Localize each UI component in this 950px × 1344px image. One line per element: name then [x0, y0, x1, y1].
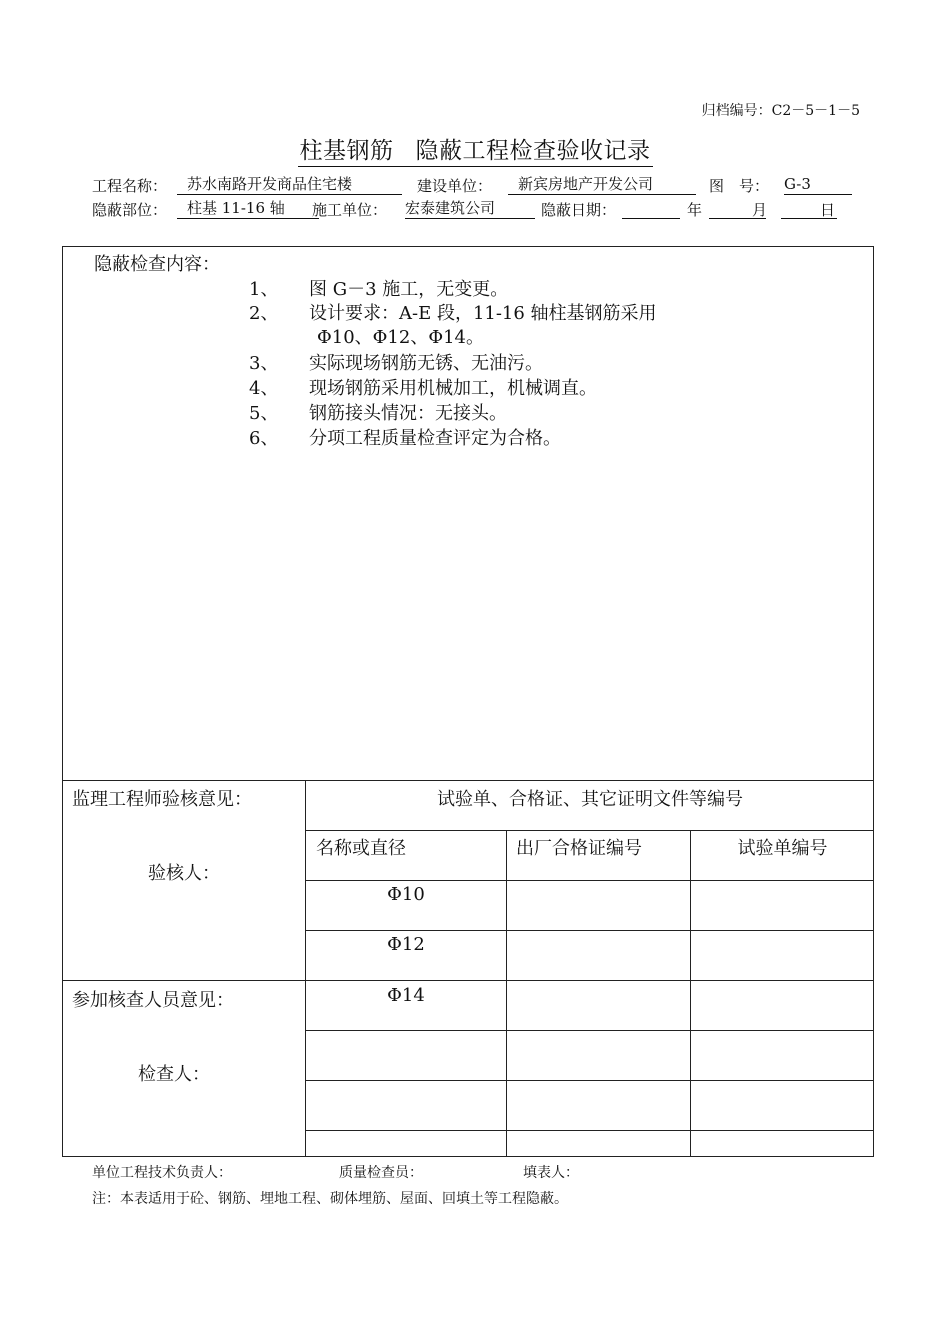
content-divider: [62, 780, 874, 781]
docs-row-divider: [305, 1130, 874, 1131]
title-part-2: 隐蔽工程检查验收记录: [415, 138, 651, 164]
year-label: 年: [687, 201, 703, 219]
drawing-number-label: 图 号：: [709, 177, 770, 195]
item-number: 4、: [249, 378, 279, 399]
content-heading: 隐蔽检查内容：: [94, 254, 220, 275]
docs-header-divider: [305, 880, 874, 881]
docs-table-left-border: [305, 780, 306, 1157]
hidden-part-field[interactable]: 柱基 11-16 轴: [177, 198, 319, 219]
docs-row-divider: [305, 930, 874, 931]
item-text: 现场钢筋采用机械加工，机械调直。: [309, 378, 597, 399]
archive-number: 归档编号：C2－5－1－5: [701, 103, 860, 119]
supervisor-signer-label: 验核人：: [148, 863, 220, 884]
contractor-field[interactable]: 宏泰建筑公司: [405, 198, 535, 219]
docs-row-divider: [305, 1080, 874, 1081]
item-text: 设计要求：A-E 段，11-16 轴柱基钢筋采用: [309, 303, 657, 324]
docs-table-title: 试验单、合格证、其它证明文件等编号: [437, 789, 743, 810]
item-number: 6、: [249, 428, 279, 449]
table-cell-diameter: Φ12: [387, 934, 425, 955]
quality-inspector-label: 质量检查员：: [339, 1165, 423, 1181]
item-text: 实际现场钢筋无锈、无油污。: [309, 353, 543, 374]
item-text: 钢筋接头情况：无接头。: [309, 403, 507, 424]
participants-opinion-label: 参加核查人员意见：: [72, 990, 234, 1011]
item-number: 5、: [249, 403, 279, 424]
column-header-test-report: 试验单编号: [737, 838, 828, 859]
builder-field[interactable]: 新宾房地产开发公司: [508, 174, 696, 195]
builder-label: 建设单位：: [417, 177, 493, 195]
table-cell-diameter: Φ14: [387, 985, 425, 1006]
hidden-date-label: 隐蔽日期：: [541, 201, 617, 219]
column-header-name: 名称或直径: [316, 838, 406, 859]
project-name-field[interactable]: 苏水南路开发商品住宅楼: [177, 174, 402, 195]
tech-lead-label: 单位工程技术负责人：: [92, 1165, 232, 1181]
docs-column-divider: [690, 830, 691, 1157]
supervisor-opinion-label: 监理工程师验核意见：: [72, 789, 252, 810]
item-number: 3、: [249, 353, 279, 374]
docs-column-divider: [506, 830, 507, 1157]
column-header-certificate: 出厂合格证编号: [516, 838, 642, 859]
item-number: 2、: [249, 303, 279, 324]
contractor-label: 施工单位：: [312, 201, 388, 219]
title-part-1: 柱基钢筋: [299, 138, 394, 164]
drawing-number-field[interactable]: G-3: [784, 174, 852, 195]
year-field[interactable]: [622, 198, 680, 219]
item-text: 分项工程质量检查评定为合格。: [309, 428, 561, 449]
hidden-part-label: 隐蔽部位：: [92, 201, 168, 219]
docs-title-divider: [305, 830, 874, 831]
item-number: 1、: [249, 279, 279, 300]
filler-label: 填表人：: [523, 1165, 579, 1181]
docs-row-divider: [305, 1030, 874, 1031]
day-label: 日: [820, 201, 836, 219]
month-label: 月: [752, 201, 768, 219]
table-cell-diameter: Φ10: [387, 884, 425, 905]
item-text: 图 G－3 施工，无变更。: [309, 279, 509, 300]
opinion-divider: [62, 980, 874, 981]
footnote: 注：本表适用于砼、钢筋、埋地工程、砌体埋筋、屋面、回填土等工程隐蔽。: [92, 1191, 568, 1207]
project-name-label: 工程名称：: [92, 177, 168, 195]
page-title: [0, 132, 950, 167]
item-text: Φ10、Φ12、Φ14。: [317, 327, 484, 348]
participants-signer-label: 检查人：: [138, 1064, 210, 1085]
